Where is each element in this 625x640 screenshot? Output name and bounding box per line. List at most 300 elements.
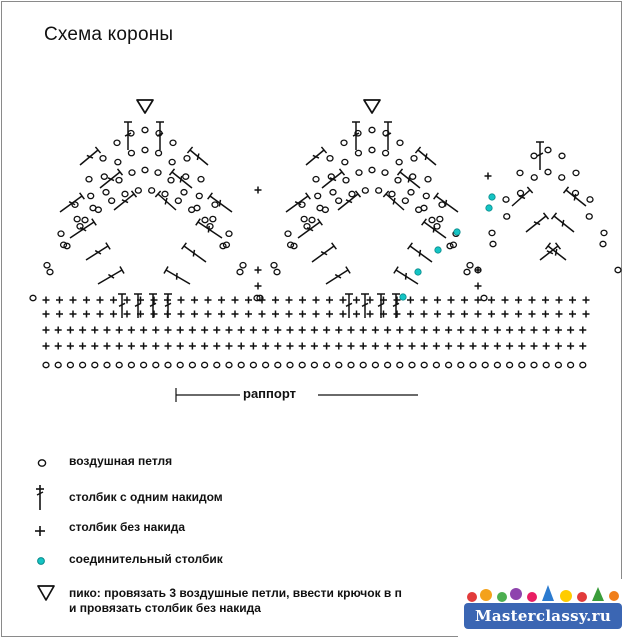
single-crochet-stitch xyxy=(286,311,293,318)
chain-stitch xyxy=(383,150,389,155)
slip-stitch xyxy=(486,205,492,211)
chain-stitch xyxy=(116,177,122,182)
chain-stitch xyxy=(226,231,232,236)
single-crochet-stitch xyxy=(311,343,318,350)
single-crochet-stitch xyxy=(299,343,306,350)
chain-stitch xyxy=(100,156,106,161)
single-crochet-stitch xyxy=(542,311,549,318)
double-crochet-stitch xyxy=(512,187,533,206)
single-crochet-stitch xyxy=(189,327,196,334)
double-crochet-stitch xyxy=(86,243,110,260)
chain-stitch xyxy=(104,362,110,367)
single-crochet-stitch xyxy=(421,343,428,350)
single-crochet-stitch xyxy=(67,327,74,334)
single-crochet-stitch xyxy=(409,343,416,350)
single-crochet-stitch xyxy=(140,343,147,350)
double-crochet-stitch xyxy=(564,187,586,206)
single-crochet-stitch xyxy=(396,343,403,350)
chain-stitch xyxy=(149,188,155,193)
diagram-title: Схема короны xyxy=(44,24,174,45)
chain-stitch xyxy=(360,362,366,367)
double-crochet-stitch xyxy=(326,267,350,284)
chain-stitch xyxy=(168,177,174,182)
chain-stitch xyxy=(67,362,73,367)
watermark-badge xyxy=(458,579,623,637)
single-crochet-stitch xyxy=(506,343,513,350)
single-crochet-stitch xyxy=(274,327,281,334)
single-crochet-stitch xyxy=(394,311,401,318)
single-crochet-stitch xyxy=(340,311,347,318)
single-crochet-stitch xyxy=(470,343,477,350)
chain-stitch xyxy=(311,362,317,367)
double-crochet-stitch xyxy=(322,169,344,188)
double-crochet-stitch xyxy=(164,267,190,284)
single-crochet-stitch xyxy=(232,311,239,318)
double-crochet-stitch xyxy=(286,193,310,212)
single-crochet-stitch xyxy=(189,343,196,350)
chain-stitch xyxy=(324,362,330,367)
chain-stitch xyxy=(301,216,307,221)
chain-stitch xyxy=(385,362,391,367)
chain-stitch xyxy=(482,362,488,367)
chain-icon xyxy=(20,448,60,478)
single-crochet-stitch xyxy=(67,343,74,350)
single-crochet-stitch xyxy=(323,343,330,350)
double-crochet-stitch xyxy=(114,191,136,210)
single-crochet-stitch xyxy=(579,327,586,334)
chain-stitch xyxy=(181,190,187,195)
chain-stitch xyxy=(165,362,171,367)
chain-stitch xyxy=(114,140,120,145)
single-crochet-stitch xyxy=(556,311,563,318)
single-crochet-stitch xyxy=(226,343,233,350)
chain-stitch xyxy=(421,362,427,367)
chain-stitch xyxy=(287,362,293,367)
chain-stitch xyxy=(299,362,305,367)
chain-stitch xyxy=(135,188,141,193)
single-crochet-stitch xyxy=(245,297,252,304)
chain-stitch xyxy=(285,231,291,236)
single-crochet-stitch xyxy=(448,297,455,304)
chain-stitch xyxy=(128,150,134,155)
single-crochet-stitch xyxy=(569,311,576,318)
slip-stitch xyxy=(489,194,495,200)
chain-stitch xyxy=(183,174,189,179)
chain-stitch xyxy=(109,198,115,203)
chain-stitch xyxy=(355,150,361,155)
single-crochet-stitch xyxy=(255,187,262,194)
single-crochet-stitch xyxy=(488,311,495,318)
single-crochet-stitch xyxy=(151,311,158,318)
single-crochet-stitch xyxy=(238,343,245,350)
single-crochet-stitch xyxy=(201,327,208,334)
chain-stitch xyxy=(196,193,202,198)
chain-stitch xyxy=(238,362,244,367)
double-crochet-stitch xyxy=(187,147,208,165)
single-crochet-stitch xyxy=(579,343,586,350)
chain-stitch xyxy=(543,362,549,367)
double-crochet-stitch xyxy=(100,169,122,188)
single-crochet-stitch xyxy=(79,343,86,350)
single-crochet-stitch xyxy=(97,311,104,318)
chain-stitch xyxy=(587,197,593,202)
single-crochet-stitch xyxy=(326,311,333,318)
picot-stitch xyxy=(137,100,153,113)
chain-stitch xyxy=(330,190,336,195)
single-crochet-stitch xyxy=(250,327,257,334)
chain-stitch xyxy=(237,269,243,274)
chain-stitch xyxy=(115,159,121,164)
single-crochet-stitch xyxy=(287,343,294,350)
double-crochet-stitch xyxy=(312,243,336,262)
single-crochet-stitch xyxy=(272,311,279,318)
chain-stitch xyxy=(101,174,107,179)
single-crochet-stitch xyxy=(421,297,428,304)
chain-stitch xyxy=(586,214,592,219)
chain-stitch xyxy=(369,167,375,172)
chain-stitch xyxy=(559,153,565,158)
single-crochet-stitch xyxy=(213,327,220,334)
double-crochet-stitch xyxy=(540,243,560,260)
chain-stitch xyxy=(425,177,431,182)
double-crochet-stitch xyxy=(208,193,232,212)
single-crochet-stitch xyxy=(542,297,549,304)
chain-stitch xyxy=(80,362,86,367)
single-crochet-stitch xyxy=(353,297,360,304)
single-crochet-stitch xyxy=(152,343,159,350)
single-crochet-stitch xyxy=(407,311,414,318)
single-crochet-stitch xyxy=(91,327,98,334)
chain-stitch xyxy=(202,217,208,222)
single-crochet-stitch xyxy=(457,343,464,350)
chain-stitch xyxy=(402,198,408,203)
chain-stitch xyxy=(210,216,216,221)
single-crochet-stitch xyxy=(567,327,574,334)
chain-stitch xyxy=(274,269,280,274)
single-crochet-stitch xyxy=(583,311,590,318)
chain-stitch xyxy=(184,156,190,161)
chain-stitch xyxy=(44,263,50,268)
single-crochet-stitch xyxy=(116,343,123,350)
single-crochet-stitch xyxy=(218,297,225,304)
chain-stitch xyxy=(481,295,487,300)
double-crochet-stitch xyxy=(155,191,176,210)
single-crochet-stitch xyxy=(56,297,63,304)
chain-stitch xyxy=(202,362,208,367)
chain-stitch xyxy=(615,267,621,272)
single-crochet-stitch xyxy=(348,343,355,350)
single-crochet-stitch xyxy=(259,311,266,318)
chain-stitch xyxy=(356,170,362,175)
chain-stitch xyxy=(429,217,435,222)
chain-stitch xyxy=(376,188,382,193)
chain-stitch xyxy=(55,362,61,367)
chain-stitch xyxy=(58,231,64,236)
single-crochet-stitch xyxy=(434,311,441,318)
legend-double-crochet-text: столбик с одним накидом xyxy=(69,490,223,504)
repeat-line-left xyxy=(176,388,240,402)
chain-stitch xyxy=(411,156,417,161)
single-crochet-stitch xyxy=(116,327,123,334)
chain-stitch xyxy=(214,362,220,367)
single-crochet-stitch xyxy=(245,311,252,318)
single-crochet-stitch xyxy=(191,311,198,318)
chain-stitch xyxy=(397,140,403,145)
chain-stitch xyxy=(458,362,464,367)
single-crochet-stitch xyxy=(567,343,574,350)
single-crochet-stitch xyxy=(457,327,464,334)
single-crochet-stitch xyxy=(70,297,77,304)
single-crochet-stitch xyxy=(340,297,347,304)
single-crochet-stitch xyxy=(218,311,225,318)
watermark-decoration-icon xyxy=(458,579,623,605)
chain-stitch xyxy=(490,241,496,246)
double-crochet-stitch xyxy=(526,213,548,232)
single-crochet-stitch xyxy=(482,343,489,350)
chain-stitch xyxy=(189,362,195,367)
chain-stitch xyxy=(397,362,403,367)
single-crochet-stitch xyxy=(124,311,131,318)
single-crochet-stitch xyxy=(323,327,330,334)
single-crochet-stitch xyxy=(43,297,50,304)
single-crochet-stitch xyxy=(360,343,367,350)
single-crochet-stitch xyxy=(461,311,468,318)
chain-stitch xyxy=(155,170,161,175)
chain-stitch xyxy=(141,362,147,367)
chain-stitch xyxy=(162,191,168,196)
chain-stitch xyxy=(250,362,256,367)
chain-stitch xyxy=(275,362,281,367)
single-crochet-stitch xyxy=(213,343,220,350)
chain-stitch xyxy=(410,174,416,179)
chain-stitch xyxy=(315,193,321,198)
single-crochet-stitch xyxy=(262,327,269,334)
chain-stitch xyxy=(226,362,232,367)
chain-stitch xyxy=(601,230,607,235)
single-crochet-stitch xyxy=(335,343,342,350)
single-crochet-stitch xyxy=(104,343,111,350)
single-crochet-stitch xyxy=(515,297,522,304)
chain-stitch xyxy=(568,362,574,367)
single-crochet-stitch xyxy=(384,327,391,334)
single-crochet-stitch xyxy=(177,343,184,350)
legend-picot-text-line2: и провязать столбик без накида xyxy=(69,601,261,615)
single-crochet-stitch xyxy=(494,343,501,350)
chain-stitch xyxy=(517,170,523,175)
single-crochet-stitch xyxy=(335,327,342,334)
single-crochet-stitch xyxy=(165,343,172,350)
chain-stitch xyxy=(531,362,537,367)
chain-stitch xyxy=(559,175,565,180)
double-crochet-stitch xyxy=(415,147,436,165)
double-crochet-stitch xyxy=(80,147,101,165)
single-crochet-stitch xyxy=(238,327,245,334)
chain-stitch xyxy=(103,190,109,195)
chain-stitch xyxy=(489,230,495,235)
single-crochet-stitch xyxy=(367,311,374,318)
chain-stitch xyxy=(128,362,134,367)
single-crochet-stitch xyxy=(353,311,360,318)
single-crochet-stitch xyxy=(433,327,440,334)
slip-stitch xyxy=(435,247,441,253)
chain-stitch xyxy=(446,362,452,367)
double-crochet-stitch xyxy=(98,267,124,284)
chain-stitch xyxy=(395,177,401,182)
double-crochet-stitch xyxy=(536,142,544,170)
chain-stitch xyxy=(464,269,470,274)
chain-stitch xyxy=(43,362,49,367)
chain-stitch xyxy=(545,169,551,174)
single-crochet-stitch xyxy=(178,311,185,318)
chain-stitch xyxy=(507,362,513,367)
single-crochet-stitch xyxy=(445,327,452,334)
single-crochet-stitch xyxy=(299,311,306,318)
chain-stitch xyxy=(82,217,88,222)
chain-stitch xyxy=(504,214,510,219)
single-crochet-stitch xyxy=(396,327,403,334)
single-crochet-stitch xyxy=(91,343,98,350)
chain-stitch xyxy=(30,295,36,300)
single-crochet-stitch xyxy=(470,327,477,334)
legend-slip-stitch-text: соединительный столбик xyxy=(69,552,223,566)
chain-stitch xyxy=(580,362,586,367)
single-crochet-stitch xyxy=(177,327,184,334)
double-crochet-stitch xyxy=(394,267,418,284)
chain-stitch xyxy=(313,177,319,182)
single-crochet-stitch xyxy=(128,343,135,350)
single-crochet-stitch xyxy=(274,343,281,350)
single-crochet-stitch xyxy=(434,297,441,304)
picot-triangle-icon xyxy=(20,580,60,610)
chain-stitch xyxy=(142,127,148,132)
single-crochet-stitch xyxy=(326,297,333,304)
single-crochet-stitch xyxy=(286,297,293,304)
single-crochet-stitch xyxy=(287,327,294,334)
single-crochet-stitch xyxy=(494,327,501,334)
single-crochet-stitch xyxy=(56,311,63,318)
chain-stitch xyxy=(555,362,561,367)
single-crochet-stitch xyxy=(151,297,158,304)
single-crochet-stitch xyxy=(407,297,414,304)
chain-stitch xyxy=(369,127,375,132)
single-crochet-stitch xyxy=(55,327,62,334)
single-crochet-stitch xyxy=(529,297,536,304)
picot-stitch xyxy=(364,100,380,113)
single-crochet-stitch xyxy=(475,311,482,318)
chain-stitch xyxy=(47,269,53,274)
single-crochet-stitch xyxy=(191,297,198,304)
double-crochet-stitch xyxy=(60,193,84,212)
single-crochet-stitch xyxy=(518,343,525,350)
single-crochet-stitch xyxy=(531,343,538,350)
chain-stitch xyxy=(518,190,524,195)
single-crochet-stitch xyxy=(262,343,269,350)
chain-stitch xyxy=(573,170,579,175)
single-crochet-stitch xyxy=(360,327,367,334)
single-crochet-stitch xyxy=(409,327,416,334)
chain-stitch xyxy=(336,362,342,367)
chain-stitch xyxy=(372,362,378,367)
slip-stitch xyxy=(454,229,460,235)
chain-stitch xyxy=(142,147,148,152)
single-crochet-stitch xyxy=(555,327,562,334)
double-crochet-stitch xyxy=(306,147,327,165)
single-crochet-stitch xyxy=(43,327,50,334)
double-crochet-stitch xyxy=(434,193,458,212)
chain-stitch xyxy=(531,175,537,180)
chain-stitch xyxy=(341,140,347,145)
chain-stitch xyxy=(408,190,414,195)
chain-stitch xyxy=(142,167,148,172)
chain-stitch xyxy=(240,263,246,268)
single-crochet-stitch xyxy=(43,311,50,318)
single-crochet-stitch xyxy=(83,297,90,304)
single-crochet-stitch xyxy=(348,327,355,334)
chain-stitch xyxy=(600,241,606,246)
chain-stitch xyxy=(86,177,92,182)
chain-stitch xyxy=(348,362,354,367)
watermark-logo: Masterclassy.ru xyxy=(464,603,622,629)
chain-stitch xyxy=(271,263,277,268)
double-crochet-stitch xyxy=(552,213,574,232)
double-crochet-stitch xyxy=(182,243,206,262)
single-crochet-stitch xyxy=(201,343,208,350)
single-crochet-stitch xyxy=(43,343,50,350)
single-crochet-stitch xyxy=(110,297,117,304)
chain-stitch xyxy=(503,197,509,202)
chain-stitch xyxy=(198,177,204,182)
single-crochet-stitch xyxy=(482,327,489,334)
chain-stitch xyxy=(212,202,218,207)
single-crochet-stitch xyxy=(502,311,509,318)
single-crochet-stitch xyxy=(543,327,550,334)
single-crochet-stitch xyxy=(506,327,513,334)
single-crochet-stitch xyxy=(205,311,212,318)
double-crochet-stitch xyxy=(156,122,164,150)
single-crochet-stitch xyxy=(461,297,468,304)
single-crochet-stitch xyxy=(372,343,379,350)
single-crochet-stitch xyxy=(299,297,306,304)
single-crochet-stitch xyxy=(140,327,147,334)
single-crochet-stitch xyxy=(384,343,391,350)
single-crochet-stitch xyxy=(165,327,172,334)
single-crochet-stitch xyxy=(569,297,576,304)
single-crochet-stitch xyxy=(232,297,239,304)
chain-stitch xyxy=(467,263,473,268)
chain-stitch xyxy=(74,216,80,221)
chain-stitch xyxy=(409,362,415,367)
single-crochet-icon xyxy=(20,514,60,544)
chain-stitch xyxy=(327,156,333,161)
chain-stitch xyxy=(263,362,269,367)
chain-stitch xyxy=(129,170,135,175)
single-crochet-stitch xyxy=(555,343,562,350)
slip-stitch-icon xyxy=(20,546,60,576)
slip-stitch xyxy=(400,294,406,300)
single-crochet-stitch xyxy=(529,311,536,318)
single-crochet-stitch xyxy=(313,297,320,304)
double-crochet-stitch xyxy=(408,243,432,262)
single-crochet-stitch xyxy=(152,327,159,334)
chain-stitch xyxy=(423,193,429,198)
single-crochet-stitch xyxy=(255,283,262,290)
single-crochet-stitch xyxy=(583,297,590,304)
chain-stitch xyxy=(362,188,368,193)
chain-stitch xyxy=(389,191,395,196)
single-crochet-stitch xyxy=(272,297,279,304)
single-crochet-stitch xyxy=(556,297,563,304)
single-crochet-stitch xyxy=(110,311,117,318)
